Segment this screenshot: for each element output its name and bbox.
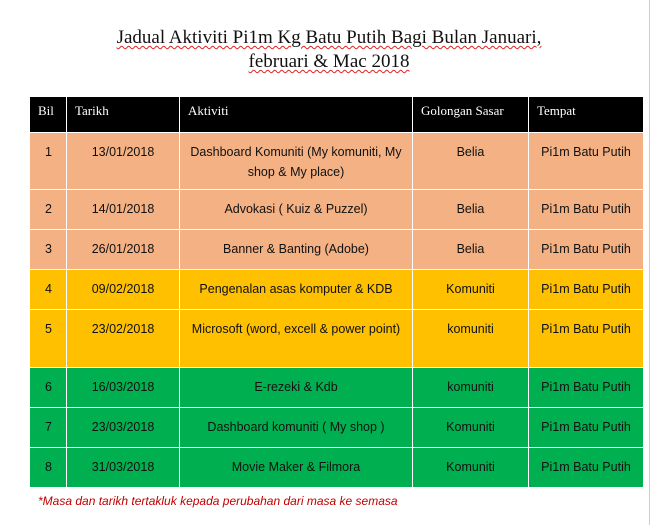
- table-row: [30, 408, 644, 448]
- cell-bil: 3: [30, 230, 67, 270]
- cell-tarikh: 23/03/2018: [67, 408, 180, 448]
- header-tempat: Tempat: [529, 97, 644, 133]
- cell-tempat: Pi1m Batu Putih: [529, 310, 644, 368]
- cell-golongan: Komuniti: [413, 448, 529, 488]
- cell-bil: 4: [30, 270, 67, 310]
- cell-golongan: Komuniti: [413, 408, 529, 448]
- cell-tempat: Pi1m Batu Putih: [529, 133, 644, 190]
- footnote-disclaimer: *Masa dan tarikh tertakluk kepada perubahan dari masa ke semasa: [38, 494, 398, 508]
- table-row: [30, 310, 644, 368]
- cell-tarikh: 26/01/2018: [67, 230, 180, 270]
- cell-bil: 5: [30, 310, 67, 368]
- cell-golongan: Belia: [413, 190, 529, 230]
- cell-golongan: Belia: [413, 133, 529, 190]
- cell-aktiviti: E-rezeki & Kdb: [180, 368, 413, 408]
- header-bil: Bil: [30, 97, 67, 133]
- cell-aktiviti: Microsoft (word, excell & power point): [180, 310, 413, 368]
- cell-bil: 8: [30, 448, 67, 488]
- title-line-1: Jadual Aktiviti Pi1m Kg Batu Putih Bagi Bulan Januari,: [116, 27, 542, 48]
- cell-tempat: Pi1m Batu Putih: [529, 230, 644, 270]
- cell-aktiviti: Dashboard komuniti ( My shop ): [180, 408, 413, 448]
- table-row: [30, 190, 644, 230]
- cell-tarikh: 14/01/2018: [67, 190, 180, 230]
- table-row: [30, 133, 644, 190]
- cell-tarikh: 23/02/2018: [67, 310, 180, 368]
- cell-bil: 1: [30, 133, 67, 190]
- cell-aktiviti: Advokasi ( Kuiz & Puzzel): [180, 190, 413, 230]
- activity-schedule-table: [29, 96, 644, 488]
- cell-tempat: Pi1m Batu Putih: [529, 368, 644, 408]
- cell-aktiviti: Movie Maker & Filmora: [180, 448, 413, 488]
- header-golongan-sasar: Golongan Sasar: [413, 97, 529, 133]
- table-header-row: [30, 97, 644, 133]
- cell-golongan: Belia: [413, 230, 529, 270]
- cell-tarikh: 09/02/2018: [67, 270, 180, 310]
- cell-tempat: Pi1m Batu Putih: [529, 408, 644, 448]
- cell-tempat: Pi1m Batu Putih: [529, 448, 644, 488]
- cell-golongan: Komuniti: [413, 270, 529, 310]
- header-tarikh: Tarikh: [67, 97, 180, 133]
- cell-aktiviti: Dashboard Komuniti (My komuniti, My shop & My place): [180, 133, 413, 190]
- cell-bil: 2: [30, 190, 67, 230]
- header-aktiviti: Aktiviti: [180, 97, 413, 133]
- cell-bil: 7: [30, 408, 67, 448]
- cell-tempat: Pi1m Batu Putih: [529, 190, 644, 230]
- table-row: [30, 270, 644, 310]
- table-row: [30, 368, 644, 408]
- cell-aktiviti: Pengenalan asas komputer & KDB: [180, 270, 413, 310]
- cell-tempat: Pi1m Batu Putih: [529, 270, 644, 310]
- title-line-2: februari & Mac 2018: [248, 51, 410, 72]
- cell-golongan: komuniti: [413, 310, 529, 368]
- cell-tarikh: 31/03/2018: [67, 448, 180, 488]
- table-row: [30, 448, 644, 488]
- cell-tarikh: 13/01/2018: [67, 133, 180, 190]
- cell-bil: 6: [30, 368, 67, 408]
- table-row: [30, 230, 644, 270]
- document-title: [0, 26, 658, 74]
- cell-tarikh: 16/03/2018: [67, 368, 180, 408]
- cell-aktiviti: Banner & Banting (Adobe): [180, 230, 413, 270]
- cell-golongan: komuniti: [413, 368, 529, 408]
